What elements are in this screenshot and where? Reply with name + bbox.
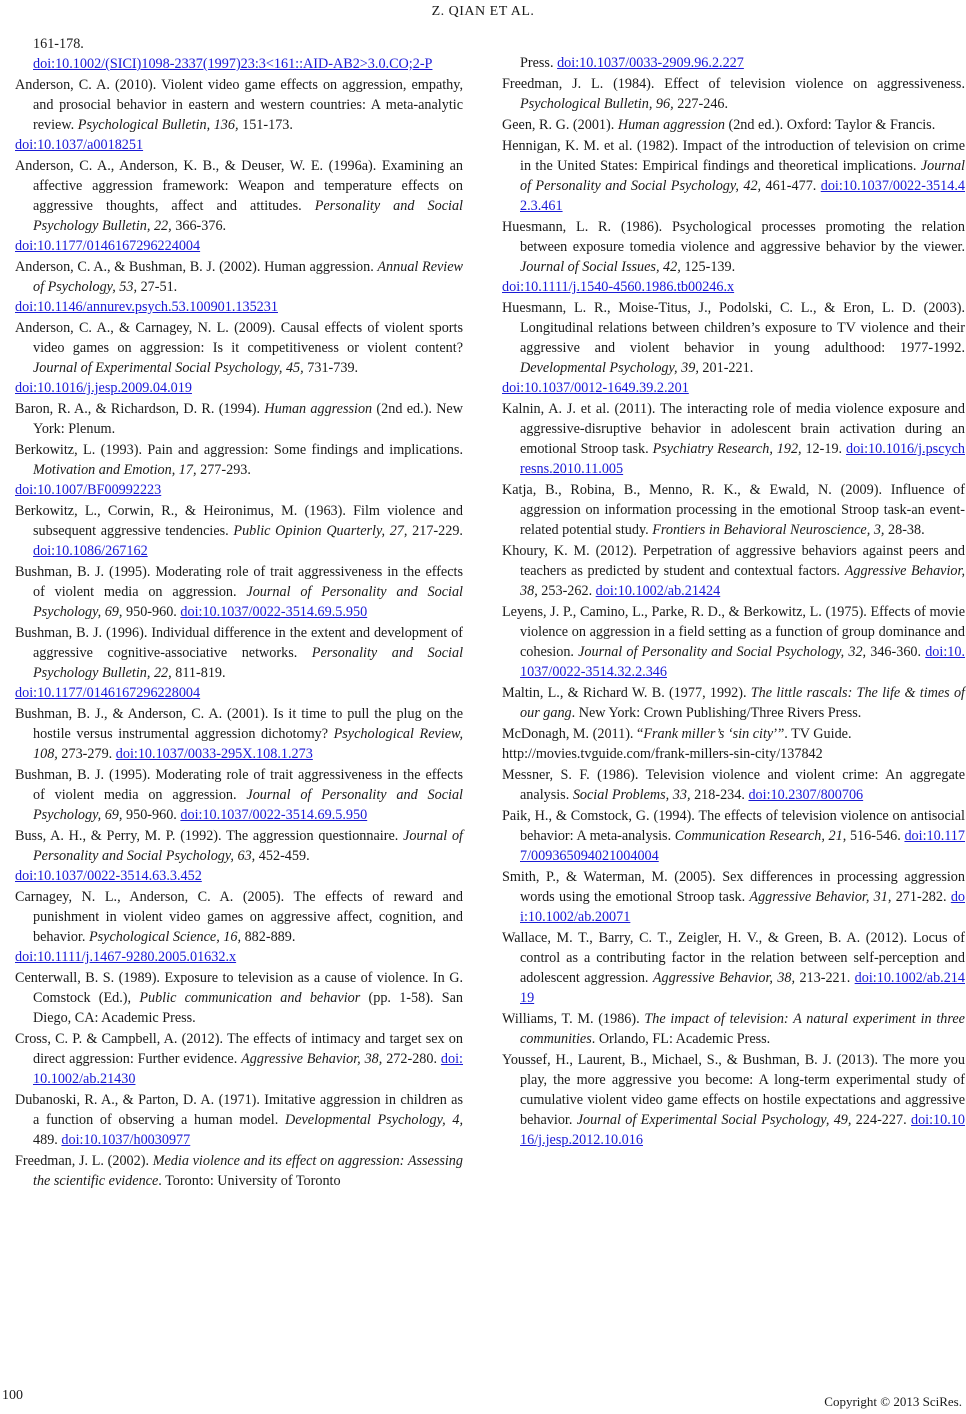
reference-text: Paik, H., & Comstock, G. (1994). The effects of television violence on antisocial behavior: A meta-analysis. [502, 808, 965, 844]
reference-details: 218-234. [690, 787, 749, 803]
reference-source: Media violence and its effect on aggression: Assessing the scientific evidence [33, 1153, 463, 1189]
reference-details: 253-262. [537, 583, 596, 599]
reference-source: Aggressive Behavior, 38, [652, 970, 796, 986]
reference-details: 217-229. [407, 523, 463, 539]
reference-details: . Toronto: University of Toronto [158, 1173, 341, 1189]
doi-link[interactable]: doi:10.1016/j.jesp.2009.04.019 [15, 380, 192, 396]
doi-link[interactable]: doi:10.1016/j.jesp.2012.10.016 [520, 1112, 965, 1148]
reference-source: Annual Review of Psychology, 53, [33, 259, 463, 295]
reference-details: 277-293. [196, 462, 251, 478]
reference-source: Psychological Bulletin, 96, [520, 96, 674, 112]
reference-entry [502, 602, 965, 682]
doi-link[interactable]: doi:10.1037/0022-3514.32.2.346 [520, 644, 965, 680]
reference-source: Journal of Personality and Social Psychology, 42, [520, 158, 965, 194]
reference-entry [15, 1151, 463, 1191]
reference-entry [15, 34, 463, 74]
reference-text: Bushman, B. J. (1995). Moderating role of trait aggressiveness in the effects of violent media on aggression. [15, 564, 463, 600]
doi-link[interactable]: doi:10.2307/800706 [748, 787, 864, 803]
doi-link[interactable]: doi:10.1177/0146167296228004 [15, 685, 201, 701]
reference-text: Centerwall, B. S. (1989). Exposure to television as a cause of violence. In G. Comstock (Ed.), [15, 970, 463, 1006]
page-number: 100 [2, 1388, 23, 1403]
reference-entry [15, 1090, 463, 1150]
references-left-column [15, 34, 463, 1192]
reference-entry [15, 968, 463, 1028]
reference-details: 271-282. [891, 889, 951, 905]
reference-source: Frank miller’s ‘sin city [643, 726, 774, 742]
reference-text: Katja, B., Robina, B., Menno, R. K., & Ewald, N. (2009). Influence of aggression on information processing in the emotional Stroop task-an event-related potential study. [502, 482, 965, 538]
reference-details: 125-139. [680, 259, 736, 275]
doi-link[interactable]: doi:10.1002/(SICI)1098-2337(1997)23:3<161::AID-AB2>3.0.CO;2-P [33, 56, 433, 72]
reference-source: Social Problems, 33, [572, 787, 691, 803]
reference-source: Developmental Psychology, 39, [520, 360, 699, 376]
reference-text: Freedman, J. L. (2002). [15, 1153, 153, 1169]
reference-source: Aggressive Behavior, 31, [749, 889, 892, 905]
reference-entry [502, 1009, 965, 1049]
doi-link[interactable]: doi:10.1037/0022-3514.69.5.950 [180, 604, 368, 620]
reference-text: Kalnin, A. J. et al. (2011). The interacting role of media violence exposure and aggressive-disruptive behavior in adolescent brain activation during an emotional Stroop task. [502, 401, 965, 457]
reference-text: Anderson, C. A., & Carnagey, N. L. (2009). Causal effects of violent sports video games on aggression: Is it competitiveness or violent content? [15, 320, 463, 356]
reference-entry [502, 53, 965, 73]
reference-entry [502, 298, 965, 398]
reference-text: Baron, R. A., & Richardson, D. R. (1994). [15, 401, 265, 417]
reference-entry [502, 399, 965, 479]
reference-source: Public communication and behavior [139, 990, 361, 1006]
reference-details: 27-51. [137, 279, 178, 295]
reference-source: Journal of Personality and Social Psychology, 69, [33, 787, 463, 823]
reference-source: Journal of Social Issues, 42, [520, 259, 681, 275]
reference-source: Communication Research, 21, [674, 828, 847, 844]
reference-source: Journal of Experimental Social Psychology, 49, [576, 1112, 852, 1128]
reference-details: 811-819. [171, 665, 226, 681]
reference-details: 452-459. [255, 848, 310, 864]
reference-details: (pp. 1-58). San Diego, CA: Academic Press. [33, 990, 463, 1026]
doi-link[interactable]: doi:10.1037/0022-3514.42.3.461 [520, 178, 965, 214]
reference-text: Smith, P., & Waterman, M. (2005). Sex differences in processing aggression words using the emotional Stroop task. [502, 869, 965, 905]
doi-link[interactable]: doi:10.1002/ab.21424 [595, 583, 721, 599]
reference-text: Wallace, M. T., Barry, C. T., Zeigler, H. V., & Green, B. A. (2012). Locus of control as a contributing factor in the relation between self-perception and adolescent aggression. [502, 930, 965, 986]
reference-details: 28-38. [884, 522, 925, 538]
reference-text: Huesmann, L. R., Moise-Titus, J., Podolski, C. L., & Eron, L. D. (2003). Longitudinal relations between children’s exposure to TV violence and their aggressive and violent behavior in young adulthood: 1977-1992. [502, 300, 965, 356]
doi-link[interactable]: doi:10.1037/0033-295X.108.1.273 [115, 746, 313, 762]
reference-entry [15, 623, 463, 703]
reference-source: Frontiers in Behavioral Neuroscience, 3, [652, 522, 885, 538]
reference-source: Journal of Personality and Social Psychology, 32, [578, 644, 867, 660]
doi-link[interactable]: doi:10.1177/0146167296224004 [15, 238, 201, 254]
reference-details: 489. [33, 1132, 62, 1148]
reference-text: Anderson, C. A., Anderson, K. B., & Deuser, W. E. (1996a). Examining an affective aggression framework: Weapon and temperature effects on aggressive thoughts, affect and attitudes. [15, 158, 463, 214]
reference-entry [502, 541, 965, 601]
reference-source: Psychological Bulletin, 136, [77, 117, 239, 133]
reference-text: Berkowitz, L., Corwin, R., & Heironimus, M. (1963). Film violence and subsequent aggressive tendencies. [15, 503, 463, 539]
doi-link[interactable]: doi:10.1111/j.1540-4560.1986.tb00246.x [502, 279, 735, 295]
reference-text: Berkowitz, L. (1993). Pain and aggression: Some findings and implications. [15, 442, 463, 458]
reference-text: Press. [520, 55, 558, 71]
doi-link[interactable]: doi:10.1146/annurev.psych.53.100901.135231 [15, 299, 278, 315]
reference-entry [502, 115, 965, 135]
reference-text: Anderson, C. A., & Bushman, B. J. (2002). Human aggression. [15, 259, 378, 275]
reference-text: Youssef, H., Laurent, B., Michael, S., & Bushman, B. J. (2013). The more you play, the more aggressive you become: A long-term experimental study of cumulative violent video game effects on hostile expectations and aggressive behavior. [502, 1052, 965, 1128]
reference-source: Aggressive Behavior, 38, [241, 1051, 383, 1067]
reference-source: Psychological Science, 16, [88, 929, 242, 945]
reference-source: Motivation and Emotion, 17, [33, 462, 197, 478]
doi-link[interactable]: doi:10.1002/ab.21419 [520, 970, 965, 1006]
reference-entry [15, 156, 463, 256]
doi-link[interactable]: doi:10.1037/0033-2909.96.2.227 [557, 55, 744, 71]
reference-entry [15, 704, 463, 764]
reference-source: Public Opinion Quarterly, 27, [233, 523, 408, 539]
reference-text: Bushman, B. J. (1996). Individual difference in the extent and development of aggressive cognitive-associative networks. [15, 625, 463, 661]
references-right-column [502, 53, 965, 1151]
reference-entry [502, 74, 965, 114]
reference-source: Human aggression [264, 401, 373, 417]
doi-link[interactable]: doi:10.1037/h0030977 [61, 1132, 191, 1148]
reference-details: 272-280. [382, 1051, 441, 1067]
reference-details: (2nd ed.). New York: Plenum. [33, 401, 463, 437]
reference-details: 731-739. [303, 360, 359, 376]
reference-text: 161-178. [33, 36, 84, 52]
reference-source: Psychiatry Research, 192, [652, 441, 802, 457]
reference-text: Geen, R. G. (2001). [502, 117, 618, 133]
reference-text: Bushman, B. J., & Anderson, C. A. (2001). Is it time to pull the plug on the hostile versus instrumental aggression dichotomy? [15, 706, 463, 742]
reference-text: Huesmann, L. R. (1986). Psychological processes promoting the relation between exposure tomedia violence and aggressive behavior by the viewer. [502, 219, 965, 255]
doi-link[interactable]: doi:10.1002/ab.21430 [33, 1051, 463, 1087]
reference-text: Hennigan, K. M. et al. (1982). Impact of the introduction of television on crime in the United States: Empirical findings and theoretical implications. [502, 138, 965, 174]
running-header: Z. QIAN ET AL. [431, 4, 535, 19]
reference-entry [15, 1029, 463, 1089]
reference-source: Developmental Psychology, 4, [284, 1112, 463, 1128]
reference-entry [15, 257, 463, 317]
reference-entry [15, 501, 463, 561]
reference-details: 213-221. [795, 970, 855, 986]
reference-text: Cross, C. P. & Campbell, A. (2012). The effects of intimacy and target sex on direct aggression: Further evidence. [15, 1031, 463, 1067]
reference-entry [15, 765, 463, 825]
reference-details: 950-960. [122, 604, 181, 620]
reference-text: McDonagh, M. (2011). “ [502, 726, 644, 742]
doi-link[interactable]: doi:10.1111/j.1467-9280.2005.01632.x [15, 949, 237, 965]
reference-source: Psychological Review, 108, [33, 726, 464, 762]
reference-details: 12-19. [801, 441, 846, 457]
reference-entry [502, 806, 965, 866]
reference-details: 227-246. [673, 96, 729, 112]
reference-source: The impact of television: A natural experiment in three communities [520, 1011, 965, 1047]
reference-text: Anderson, C. A. (2010). Violent video game effects on aggression, empathy, and prosocial behavior in eastern and western countries: A meta-analytic review. [15, 77, 463, 133]
reference-details: 224-227. [851, 1112, 911, 1128]
reference-source: Journal of Experimental Social Psychology, 45, [33, 360, 304, 376]
reference-text: Buss, A. H., & Perry, M. P. (1992). The aggression questionnaire. [15, 828, 404, 844]
doi-link[interactable]: doi:10.1002/ab.20071 [520, 889, 966, 925]
copyright-notice: Copyright © 2013 SciRes. [824, 1394, 962, 1409]
reference-details: (2nd ed.). Oxford: Taylor & Francis. [724, 117, 936, 133]
reference-entry [15, 440, 463, 500]
reference-details: 151-173. [238, 117, 293, 133]
reference-entry [15, 318, 463, 398]
reference-entry [15, 399, 463, 439]
reference-entry [502, 724, 965, 764]
reference-entry [502, 480, 965, 540]
reference-details: . Orlando, FL: Academic Press. [591, 1031, 771, 1047]
reference-text: Dubanoski, R. A., & Parton, D. A. (1971). Imitative aggression in children as a function of observing a human model. [15, 1092, 463, 1128]
doi-link[interactable]: doi:10.1037/0022-3514.63.3.452 [15, 868, 202, 884]
reference-source: Personality and Social Psychology Bulletin, 22, [33, 198, 463, 234]
reference-details: 201-221. [698, 360, 754, 376]
doi-link[interactable]: doi:10.1016/j.pscychresns.2010.11.005 [520, 441, 965, 477]
reference-source: Personality and Social Psychology Bulletin, 22, [33, 645, 464, 681]
doi-link[interactable]: doi:10.1037/0012-1649.39.2.201 [502, 380, 689, 396]
reference-entry [502, 683, 965, 723]
reference-details: 346-360. [866, 644, 926, 660]
reference-entry [502, 217, 965, 297]
reference-text: Carnagey, N. L., Anderson, C. A. (2005). The effects of reward and punishment in violent video games on aggressive affect, cognition, and behavior. [15, 889, 463, 945]
reference-text: Messner, S. F. (1986). Television violence and violent crime: An aggregate analysis. [502, 767, 965, 803]
reference-source: Journal of Personality and Social Psychology, 63, [33, 828, 463, 864]
reference-entry [15, 75, 463, 155]
reference-entry [502, 867, 965, 927]
doi-link[interactable]: doi:10.1037/a0018251 [15, 137, 144, 153]
reference-text: Williams, T. M. (1986). [502, 1011, 645, 1027]
doi-link[interactable]: doi:10.1177/009365094021004004 [520, 828, 965, 864]
reference-source: Journal of Personality and Social Psychology, 69, [33, 584, 463, 620]
reference-details: 882-889. [241, 929, 296, 945]
reference-text: Bushman, B. J. (1995). Moderating role of trait aggressiveness in the effects of violent media on aggression. [15, 767, 463, 803]
reference-source: The little rascals: The life & times of our gang [520, 685, 965, 721]
reference-entry [15, 887, 463, 967]
reference-entry [15, 562, 463, 622]
reference-source: Human aggression [617, 117, 725, 133]
reference-details: . New York: Crown Publishing/Three Rivers Press. [571, 705, 862, 721]
reference-text: Leyens, J. P., Camino, L., Parke, R. D., & Berkowitz, L. (1975). Effects of movie violence on aggression in a field setting as a function of group dominance and cohesion. [502, 604, 965, 660]
reference-text: Khoury, K. M. (2012). Perpetration of aggressive behaviors against peers and teachers as predicted by student and contextual factors. [502, 543, 965, 579]
reference-entry [502, 928, 965, 1008]
reference-text: Maltin, L., & Richard W. B. (1977, 1992). [502, 685, 751, 701]
reference-url: http://movies.tvguide.com/frank-millers-sin-city/137842 [502, 746, 823, 762]
reference-details: ’”. TV Guide. [773, 726, 852, 742]
reference-entry [15, 826, 463, 886]
reference-entry [502, 1050, 965, 1150]
doi-link[interactable]: doi:10.1007/BF00992223 [15, 482, 162, 498]
reference-entry [502, 136, 965, 216]
reference-details: 516-546. [846, 828, 905, 844]
doi-link[interactable]: doi:10.1086/267162 [33, 543, 148, 559]
doi-link[interactable]: doi:10.1037/0022-3514.69.5.950 [180, 807, 368, 823]
reference-text: Freedman, J. L. (1984). Effect of television violence on aggressiveness. [502, 76, 965, 92]
reference-entry [502, 765, 965, 805]
reference-details: 950-960. [122, 807, 181, 823]
reference-details: 273-279. [57, 746, 116, 762]
reference-source: Aggressive Behavior, 38, [520, 563, 965, 599]
reference-details: 366-376. [171, 218, 227, 234]
reference-details: 461-477. [761, 178, 821, 194]
